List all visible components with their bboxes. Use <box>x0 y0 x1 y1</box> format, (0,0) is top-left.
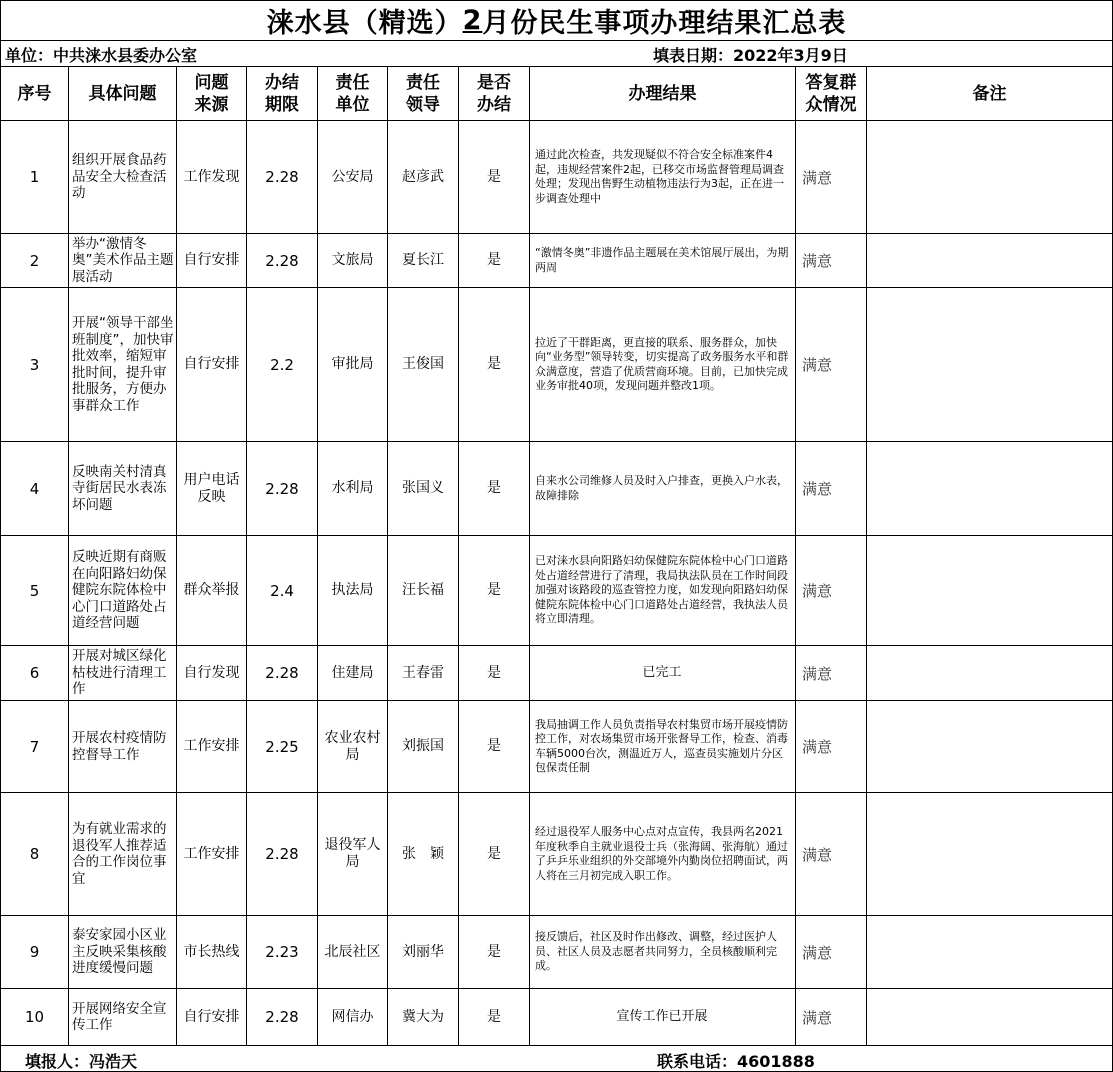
row-leader[interactable]: 夏长江 <box>388 234 459 288</box>
row-source[interactable]: 自行发现 <box>177 646 247 701</box>
row-issue[interactable]: 组织开展食品药品安全大检查活动 <box>69 121 177 234</box>
row-result[interactable]: 经过退役军人服务中心点对点宣传，我县两名2021年度秋季自主就业退役士兵（张海阔、张海航）通过了乒乒乐业组织的外交部境外内勤岗位招聘面试，两人将在三月初完成入职工作。 <box>530 793 796 916</box>
row-dept[interactable]: 水利局 <box>318 442 388 536</box>
row-source[interactable]: 自行安排 <box>177 234 247 288</box>
row-done[interactable]: 是 <box>459 536 530 646</box>
table-row <box>1 288 1113 442</box>
row-issue[interactable]: 开展“领导干部坐班制度”，加快审批效率，缩短审批时间，提升审批服务，方便办事群众工作 <box>69 288 177 442</box>
header-done: 是否 办结 <box>459 67 530 121</box>
row-note[interactable] <box>867 442 1113 536</box>
row-done[interactable]: 是 <box>459 916 530 989</box>
table-row <box>1 701 1113 793</box>
row-result[interactable]: 拉近了干群距离，更直接的联系、服务群众，加快向“业务型”领导转变，切实提高了政务服务水平和群众满意度，营造了优质营商环境。目前，已加快完成业务审批40项，发现问题并整改1项。 <box>530 288 796 442</box>
footer-row <box>0 1044 1113 1072</box>
row-seq[interactable]: 10 <box>1 989 69 1046</box>
header-deadline: 办结 期限 <box>247 67 318 121</box>
row-done[interactable]: 是 <box>459 989 530 1046</box>
table-row <box>1 989 1113 1046</box>
row-seq[interactable]: 3 <box>1 288 69 442</box>
row-leader[interactable]: 张国义 <box>388 442 459 536</box>
row-seq[interactable]: 8 <box>1 793 69 916</box>
table-row <box>1 121 1113 234</box>
row-deadline[interactable]: 2.28 <box>247 989 318 1046</box>
fill-date: 填表日期：2022年3月9日 <box>653 46 848 65</box>
row-leader[interactable]: 冀大为 <box>388 989 459 1046</box>
row-reply[interactable]: 满意 <box>796 288 867 442</box>
row-issue[interactable]: 泰安家园小区业主反映采集核酸进度缓慢问题 <box>69 916 177 989</box>
row-reply[interactable]: 满意 <box>796 121 867 234</box>
header-seq: 序号 <box>1 67 69 121</box>
filler-label: 填报人：冯浩天 <box>25 1052 138 1071</box>
row-result[interactable]: 通过此次检查，共发现疑似不符合安全标准案件4起，违规经营案件2起，已移交市场监督管理局调查处理；发现出售野生动植物违法行为3起，正在进一步调查处理中 <box>530 121 796 234</box>
row-seq[interactable]: 2 <box>1 234 69 288</box>
row-dept[interactable]: 公安局 <box>318 121 388 234</box>
header-reply: 答复群 众情况 <box>796 67 867 121</box>
row-reply[interactable]: 满意 <box>796 793 867 916</box>
row-seq[interactable]: 4 <box>1 442 69 536</box>
header-dept: 责任 单位 <box>318 67 388 121</box>
unit-label: 单位：中共涞水县委办公室 <box>5 46 198 65</box>
row-leader[interactable]: 张 颖 <box>388 793 459 916</box>
row-done[interactable]: 是 <box>459 701 530 793</box>
row-result[interactable]: 自来水公司维修人员及时入户排查，更换入户水表，故障排除 <box>530 442 796 536</box>
row-note[interactable] <box>867 536 1113 646</box>
row-note[interactable] <box>867 646 1113 701</box>
row-deadline[interactable]: 2.28 <box>247 442 318 536</box>
row-source[interactable]: 群众举报 <box>177 536 247 646</box>
header-issue: 具体问题 <box>69 67 177 121</box>
row-done[interactable]: 是 <box>459 234 530 288</box>
table-row <box>1 793 1113 916</box>
row-done[interactable]: 是 <box>459 646 530 701</box>
row-dept[interactable]: 执法局 <box>318 536 388 646</box>
row-seq[interactable]: 9 <box>1 916 69 989</box>
row-seq[interactable]: 1 <box>1 121 69 234</box>
row-reply[interactable]: 满意 <box>796 442 867 536</box>
table-row <box>1 916 1113 989</box>
row-dept[interactable]: 住建局 <box>318 646 388 701</box>
row-dept[interactable]: 审批局 <box>318 288 388 442</box>
table-row <box>1 646 1113 701</box>
table-row <box>1 536 1113 646</box>
row-seq[interactable]: 7 <box>1 701 69 793</box>
row-reply[interactable]: 满意 <box>796 646 867 701</box>
sheet-title <box>0 0 1113 40</box>
row-note[interactable] <box>867 701 1113 793</box>
row-done[interactable]: 是 <box>459 793 530 916</box>
row-reply[interactable]: 满意 <box>796 916 867 989</box>
row-issue[interactable]: 为有就业需求的退役军人推荐适合的工作岗位事宜 <box>69 793 177 916</box>
row-deadline[interactable]: 2.28 <box>247 646 318 701</box>
row-deadline[interactable]: 2.28 <box>247 234 318 288</box>
header-result: 办理结果 <box>530 67 796 121</box>
title-prefix: 涞水县（精选） <box>266 8 463 39</box>
results-table <box>0 66 1113 1046</box>
row-note[interactable] <box>867 234 1113 288</box>
row-reply[interactable]: 满意 <box>796 536 867 646</box>
row-dept[interactable]: 农业农村局 <box>318 701 388 793</box>
row-result[interactable]: 宣传工作已开展 <box>530 989 796 1046</box>
row-result[interactable]: “激情冬奥”非遗作品主题展在美术馆展厅展出，为期两周 <box>530 234 796 288</box>
title-month: 2 <box>462 5 483 36</box>
row-note[interactable] <box>867 121 1113 234</box>
row-seq[interactable]: 6 <box>1 646 69 701</box>
row-reply[interactable]: 满意 <box>796 234 867 288</box>
row-dept[interactable]: 网信办 <box>318 989 388 1046</box>
row-leader[interactable]: 汪长福 <box>388 536 459 646</box>
header-note: 备注 <box>867 67 1113 121</box>
row-issue[interactable]: 反映南关村清真寺街居民水表冻坏问题 <box>69 442 177 536</box>
info-row <box>0 40 1113 66</box>
row-seq[interactable]: 5 <box>1 536 69 646</box>
row-leader[interactable]: 刘丽华 <box>388 916 459 989</box>
row-deadline[interactable]: 2.25 <box>247 701 318 793</box>
row-reply[interactable]: 满意 <box>796 701 867 793</box>
row-dept[interactable]: 北辰社区 <box>318 916 388 989</box>
row-note[interactable] <box>867 288 1113 442</box>
row-source[interactable]: 用户电话反映 <box>177 442 247 536</box>
row-deadline[interactable]: 2.28 <box>247 121 318 234</box>
row-issue[interactable]: 反映近期有商贩在向阳路妇幼保健院东院体检中心门口道路处占道经营问题 <box>69 536 177 646</box>
row-source[interactable]: 市长热线 <box>177 916 247 989</box>
row-source[interactable]: 工作安排 <box>177 793 247 916</box>
row-source[interactable]: 工作安排 <box>177 701 247 793</box>
row-issue[interactable]: 开展农村疫情防控督导工作 <box>69 701 177 793</box>
row-source[interactable]: 工作发现 <box>177 121 247 234</box>
header-source: 问题 来源 <box>177 67 247 121</box>
row-issue[interactable]: 举办“激情冬奥”美术作品主题展活动 <box>69 234 177 288</box>
table-row <box>1 442 1113 536</box>
row-reply[interactable]: 满意 <box>796 989 867 1046</box>
row-deadline[interactable]: 2.28 <box>247 793 318 916</box>
row-source[interactable]: 自行安排 <box>177 989 247 1046</box>
row-result[interactable]: 已完工 <box>530 646 796 701</box>
title-suffix: 月份民生事项办理结果汇总表 <box>482 8 847 39</box>
row-done[interactable]: 是 <box>459 442 530 536</box>
header-leader: 责任 领导 <box>388 67 459 121</box>
row-note[interactable] <box>867 793 1113 916</box>
row-deadline[interactable]: 2.23 <box>247 916 318 989</box>
row-done[interactable]: 是 <box>459 121 530 234</box>
row-done[interactable]: 是 <box>459 288 530 442</box>
row-leader[interactable]: 王春雷 <box>388 646 459 701</box>
contact-phone: 联系电话：4601888 <box>657 1052 815 1071</box>
row-issue[interactable]: 开展网络安全宣传工作 <box>69 989 177 1046</box>
row-dept[interactable]: 退役军人局 <box>318 793 388 916</box>
header-row <box>1 67 1113 121</box>
row-deadline[interactable]: 2.4 <box>247 536 318 646</box>
row-leader[interactable]: 刘振国 <box>388 701 459 793</box>
row-result[interactable]: 我局抽调工作人员负责指导农村集贸市场开展疫情防控工作，对农场集贸市场开张督导工作，检查、消毒车辆5000台次，测温近万人，巡查员实施划片分区包保责任制 <box>530 701 796 793</box>
row-source[interactable]: 自行安排 <box>177 288 247 442</box>
row-issue[interactable]: 开展对城区绿化枯枝进行清理工作 <box>69 646 177 701</box>
row-deadline[interactable]: 2.2 <box>247 288 318 442</box>
table-row <box>1 234 1113 288</box>
row-result[interactable]: 接反馈后，社区及时作出修改、调整，经过医护人员、社区人员及志愿者共同努力，全员核酸顺利完成。 <box>530 916 796 989</box>
row-note[interactable] <box>867 989 1113 1046</box>
row-dept[interactable]: 文旅局 <box>318 234 388 288</box>
row-result[interactable]: 已对涞水县向阳路妇幼保健院东院体检中心门口道路处占道经营进行了清理，我局执法队员在工作时间段加强对该路段的巡查管控力度，如发现向阳路妇幼保健院东院体检中心门口道路处占道经营，我执法人员将立即清理。 <box>530 536 796 646</box>
row-note[interactable] <box>867 916 1113 989</box>
row-leader[interactable]: 赵彦武 <box>388 121 459 234</box>
row-leader[interactable]: 王俊国 <box>388 288 459 442</box>
